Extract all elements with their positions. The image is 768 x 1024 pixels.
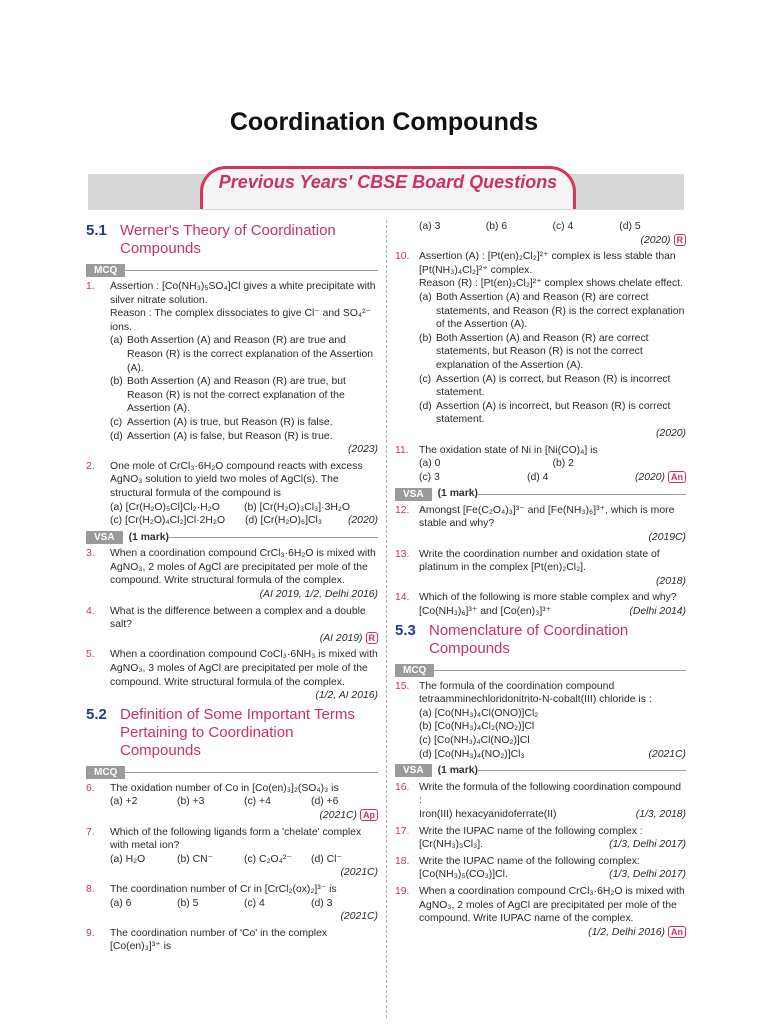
question-text: Write the IUPAC name of the following complex:: [419, 855, 640, 867]
formula-text: [Cr(NH₃)₃Cl₃].: [419, 839, 484, 851]
question-number: 4.: [86, 605, 95, 617]
option-b: (b) 2: [552, 458, 574, 470]
option-a: (a) Both Assertion (A) and Reason (R) are correct statements, and Reason (R) is the correct explanation of the Assertion (A).: [419, 291, 685, 331]
option-c: (c) Assertion (A) is correct, but Reason (R) is incorrect statement.: [419, 373, 671, 399]
source-year: (2020): [634, 471, 666, 483]
question-text: The oxidation number of Co in [Co(en)₃]₂(SO₄)₃ is: [110, 782, 339, 794]
assertion-text: Assertion (A) : [Pt(en)₂Cl₂]²⁺ complex is less stable than [Pt(NH₃)₄Cl₂]²⁺ complex.: [419, 251, 676, 276]
question-number: 6.: [86, 782, 95, 794]
source-year: (2021C): [340, 867, 378, 879]
question-text: Amongst [Fe(C₂O₄)₃]³⁻ and [Fe(NH₃)₆]³⁺, which is more stable and why?: [419, 504, 675, 530]
option-d: (d) +6: [311, 796, 339, 808]
source-year: (2021C): [319, 810, 357, 821]
mcq-tag: MCQ: [395, 664, 434, 677]
question-text: Which of the following ligands form a 'chelate' complex with metal ion?: [110, 826, 362, 852]
source-year: (2020): [347, 515, 378, 527]
question-number: 14.: [395, 592, 410, 604]
compound-name: Iron(III) hexacyanidoferrate(II): [419, 808, 557, 820]
formula-text: [Co(NH₃)₅(CO₃)]Cl.: [419, 869, 508, 881]
page-title: Coordination Compounds: [229, 108, 539, 136]
reason-text: Reason (R) : [Pt(en)₂Cl₂]²⁺ complex shows chelate effect.: [419, 278, 683, 290]
option-c: (c) 4: [552, 221, 574, 232]
option-d: (d) Assertion (A) is incorrect, but Reason (R) is correct statement.: [419, 400, 671, 426]
mcq-label-block: [86, 766, 378, 779]
question-18: [395, 855, 686, 882]
question-9: [86, 927, 378, 954]
source-year: (2023): [347, 444, 378, 456]
question-7: [86, 826, 378, 880]
option-a: (a) [Cr(H₂O)₅Cl]Cl₂·H₂O: [110, 501, 220, 513]
assertion-text: Assertion : [Co(NH₃)₅SO₄]Cl gives a white precipitate with silver nitrate solution.: [110, 281, 376, 306]
rule-line: [434, 670, 686, 671]
question-text: Write the coordination number and oxidation state of platinum in the complex [Pt(en)₂Cl₂].: [419, 548, 660, 574]
vsa-label-block: [395, 764, 686, 778]
reason-text: Reason : The complex dissociates to give Cl⁻ and SO₄²⁻ ions.: [110, 308, 372, 333]
question-number: 7.: [86, 826, 95, 838]
question-6: [86, 782, 378, 823]
source-year: (1/2, AI 2016): [315, 690, 378, 702]
option-a: (a) H₂O: [110, 853, 146, 865]
section-5-3-heading: [395, 622, 686, 658]
option-b: (b) CN⁻: [177, 853, 214, 865]
question-8: [86, 883, 378, 924]
source-year: (1/3, Delhi 2017): [609, 839, 686, 851]
question-number: 11.: [395, 444, 409, 456]
source-year: (1/3, 2018): [635, 808, 686, 820]
question-text: When a coordination compound CoCl₃·6NH₃ is mixed with AgNO₃, 3 moles of AgCl are precipitated per mole of the compound. Write structural formula of the complex.: [110, 649, 378, 688]
section-number: 5.2: [86, 705, 107, 723]
question-number: 16.: [395, 781, 410, 793]
source-year: (AI 2019): [319, 632, 363, 644]
right-column: [395, 220, 686, 942]
question-text: When a coordination compound CrCl₃·6H₂O is mixed with AgNO₃, 2 moles of AgCl are precipitated per mole of the compound. Write IUPAC name of the complex.: [419, 885, 685, 925]
option-a: (a) +2: [110, 796, 138, 808]
vsa-label-block: [395, 487, 686, 501]
option-a: (a) 6: [110, 897, 132, 909]
apply-badge-icon: Ap: [360, 809, 378, 821]
mcq-label-block: [395, 664, 686, 677]
question-number: 15.: [395, 680, 410, 692]
source-year: (Delhi 2014): [629, 606, 686, 618]
source-year: (2018): [655, 575, 686, 587]
question-number: 5.: [86, 649, 95, 661]
option-c: (c) C₂O₄²⁻: [244, 853, 292, 865]
vsa-tag: VSA: [395, 488, 432, 501]
option-d: (d) Cl⁻: [311, 853, 342, 865]
section-number: 5.1: [86, 222, 107, 239]
question-text: The formula of the coordination compound tetraamminechloridonitrito-N-cobalt(III) chloride is :: [419, 680, 652, 706]
section-5-2-heading: [86, 706, 378, 760]
option-c: (c) [Co(NH₃)₄Cl(NO₂)]Cl: [419, 735, 530, 746]
banner-title: Previous Years' CBSE Board Questions: [218, 172, 558, 192]
option-a: (a) Both Assertion (A) and Reason (R) are true and Reason (R) is the correct explanation of the Assertion (A).: [110, 335, 374, 374]
question-9-options: [395, 220, 686, 247]
analyse-badge-icon: An: [668, 471, 686, 483]
question-text: The coordination number of 'Co' in the complex [Co(en)₃]³⁺ is: [110, 927, 328, 953]
left-column: [86, 220, 378, 957]
section-number: 5.3: [395, 621, 416, 639]
rule-line: [125, 772, 378, 773]
question-15: [395, 680, 686, 762]
formula-text: [Co(NH₃)₆]³⁺ and [Co(en)₃]³⁺: [419, 606, 552, 618]
option-c: (c) 4: [244, 897, 265, 909]
question-4: [86, 605, 378, 646]
option-b: (b) [Co(NH₃)₄Cl₂(NO₂)]Cl: [419, 721, 535, 733]
vsa-tag: VSA: [86, 531, 123, 544]
question-text: Which of the following is more stable complex and why?: [419, 592, 677, 604]
source-year: (1/3, Delhi 2017): [609, 869, 686, 881]
marks-label: (1 mark): [437, 488, 478, 500]
question-3: [86, 547, 378, 601]
option-c: (c) +4: [244, 796, 271, 808]
source-year: (2021C): [648, 748, 686, 760]
question-number: 2.: [86, 460, 95, 472]
source-year: (2020): [655, 427, 686, 439]
option-a: (a) 0: [419, 458, 441, 470]
section-title: Definition of Some Important Terms Pertaining to Coordination Compounds: [120, 705, 355, 759]
source-year: (2021C): [340, 911, 378, 923]
option-b: (b) [Cr(H₂O)₃Cl₃]·3H₂O: [244, 501, 350, 513]
question-text: The oxidation state of Ni in [Ni(CO)₄] is: [419, 444, 598, 456]
option-d: (d) 5: [619, 221, 641, 232]
question-number: 13.: [395, 548, 410, 560]
question-text: When a coordination compound CrCl₃·6H₂O is mixed with AgNO₃, 2 moles of AgCl are precipitated per mole of the compound. Write structural formula of the complex.: [110, 548, 376, 587]
question-5: [86, 648, 378, 702]
question-number: 18.: [395, 855, 410, 867]
marks-label: (1 mark): [128, 531, 169, 543]
marks-label: (1 mark): [437, 765, 478, 777]
rule-line: [478, 494, 686, 495]
question-2: [86, 460, 378, 528]
option-b: (b) Both Assertion (A) and Reason (R) are correct statements, but Reason (R) is not the correct explanation of the Assertion (A).: [419, 332, 649, 371]
remember-badge-icon: R: [366, 632, 379, 644]
option-b: (b) 5: [177, 897, 199, 909]
question-19: [395, 885, 686, 939]
option-d: (d) [Co(NH₃)₄(NO₂)]Cl₃: [419, 748, 525, 760]
question-text: Write the formula of the following coordination compound :: [419, 781, 682, 807]
vsa-tag: VSA: [395, 764, 432, 777]
question-number: 1.: [86, 281, 95, 292]
question-number: 12.: [395, 504, 410, 516]
option-c: (c) [Cr(H₂O)₄Cl₂]Cl·2H₂O: [110, 515, 226, 527]
question-number: 8.: [86, 883, 95, 895]
source-year: (1/2, Delhi 2016): [588, 926, 665, 938]
option-b: (b) +3: [177, 796, 205, 808]
rule-line: [478, 770, 686, 771]
source-year: (2020): [640, 234, 671, 246]
option-d: (d) Assertion (A) is false, but Reason (R) is true.: [110, 430, 333, 442]
vsa-label-block: [86, 531, 378, 545]
mcq-tag: MCQ: [86, 264, 125, 277]
section-title: Werner's Theory of Coordination Compounds: [120, 222, 336, 257]
remember-badge-icon: R: [674, 234, 687, 246]
question-13: [395, 548, 686, 589]
mcq-label-block: [86, 264, 378, 277]
question-text: One mole of CrCl₃·6H₂O compound reacts with excess AgNO₃ solution to yield two moles of AgCl(s). The structural formula of the compound is: [110, 460, 363, 499]
question-14: [395, 591, 686, 618]
option-a: (a) 3: [419, 221, 441, 232]
section-5-1-heading: [86, 222, 378, 258]
question-number: 10.: [395, 251, 410, 263]
option-c: (c) 3: [419, 471, 440, 483]
rule-line: [125, 270, 378, 271]
question-number: 17.: [395, 825, 410, 837]
option-d: (d) [Cr(H₂O)₆]Cl₃: [244, 515, 323, 527]
option-b: (b) 6: [485, 221, 508, 232]
option-d: (d) 4: [526, 471, 549, 483]
question-17: [395, 825, 686, 852]
question-number: 9.: [86, 927, 95, 939]
question-10: [395, 250, 686, 440]
question-1: [86, 280, 378, 457]
question-number: 3.: [86, 548, 95, 560]
option-b: (b) Both Assertion (A) and Reason (R) are true, but Reason (R) is not the correct explanation of the Assertion (A).: [110, 376, 346, 415]
option-a: (a) [Co(NH₃)₄Cl(ONO)]Cl₂: [419, 707, 539, 719]
question-text: Write the IUPAC name of the following complex :: [419, 825, 643, 837]
question-text: The coordination number of Cr in [CrCl₂(ox)₂]³⁻ is: [110, 883, 337, 895]
source-year: (AI 2019, 1/2, Delhi 2016): [259, 589, 378, 601]
question-16: [395, 781, 686, 822]
analyse-badge-icon: An: [668, 926, 686, 938]
section-title: Nomenclature of Coordination Compounds: [429, 621, 629, 657]
source-year: (2019C): [648, 532, 686, 544]
question-text: What is the difference between a complex and a double salt?: [110, 605, 366, 631]
option-c: (c) Assertion (A) is true, but Reason (R) is false.: [110, 416, 333, 428]
question-number: 19.: [395, 885, 410, 897]
question-12: [395, 504, 686, 545]
column-divider: [386, 220, 387, 1018]
question-11: [395, 444, 686, 485]
mcq-tag: MCQ: [86, 766, 125, 779]
option-d: (d) 3: [311, 897, 333, 909]
rule-line: [169, 537, 378, 538]
